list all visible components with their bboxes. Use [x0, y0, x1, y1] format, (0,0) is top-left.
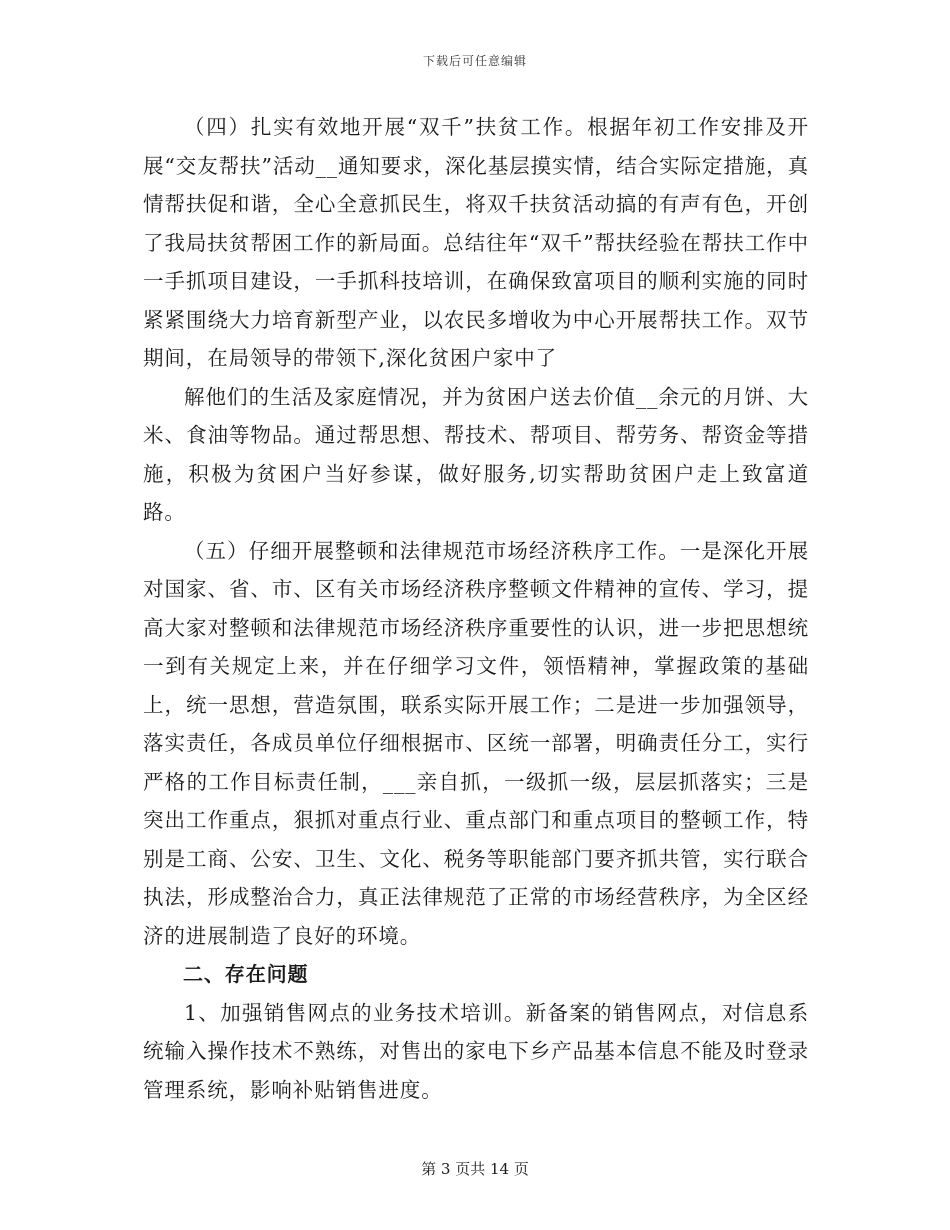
page-footer: 第 3 页共 14 页: [421, 1160, 529, 1178]
paragraph-four: （四）扎实有效地开展“双千”扶贫工作。根据年初工作安排及开展“交友帮扶”活动__通知要求，深化基层摸实情，结合实际定措施，真情帮扶促和谐，全心全意抓民生，将双千扶贫活动搞的有声有色，开创了我局扶贫帮困工作的新局面。总结往年“双千”帮扶经验在帮扶工作中一手抓项目建设，一手抓科技培训，在确保致富项目的顺利实施的同时紧紧围绕大力培育新型产业，以农民多增收为中心开展帮扶工作。双节期间，在局领导的带领下,深化贫困户家中了: [143, 115, 809, 370]
paragraph-five: （五）仔细开展整顿和法律规范市场经济秩序工作。一是深化开展对国家、省、市、区有关市场经济秩序整顿文件精神的宣传、学习，提高大家对整顿和法律规范市场经济秩序重要性的认识，进一步把思想统一到有关规定上来，并在仔细学习文件，领悟精神，掌握政策的基础上，统一思想，营造氛围，联系实际开展工作；二是进一步加强领导，落实责任，各成员单位仔细根据市、区统一部署，明确责任分工，实行严格的工作目标责任制，___亲自抓，一级抓一级，层层抓落实；三是突出工作重点，狠抓对重点行业、重点部门和重点项目的整顿工作，特别是工商、公安、卫生、文化、税务等职能部门要齐抓共管，实行联合执法，形成整治合力，真正法律规范了正常的市场经营秩序，为全区经济的进展制造了良好的环境。: [143, 538, 809, 948]
paragraph-continuation: 解他们的生活及家庭情况，并为贫困户送去价值__余元的月饼、大米、食油等物品。通过帮思想、帮技术、帮项目、帮劳务、帮资金等措施，积极为贫困户当好参谋，做好服务,切实帮助贫困户走上致富道路。: [143, 384, 809, 524]
section-heading: 二、存在问题: [183, 962, 309, 986]
page-header: 下载后可任意编辑: [422, 54, 527, 68]
paragraph-item-1: 1、加强销售网点的业务技术培训。新备案的销售网点，对信息系统输入操作技术不熟练，对售出的家电下乡产品基本信息不能及时登录管理系统，影响补贴销售进度。: [143, 1000, 809, 1102]
document-body: [143, 108, 809, 1109]
